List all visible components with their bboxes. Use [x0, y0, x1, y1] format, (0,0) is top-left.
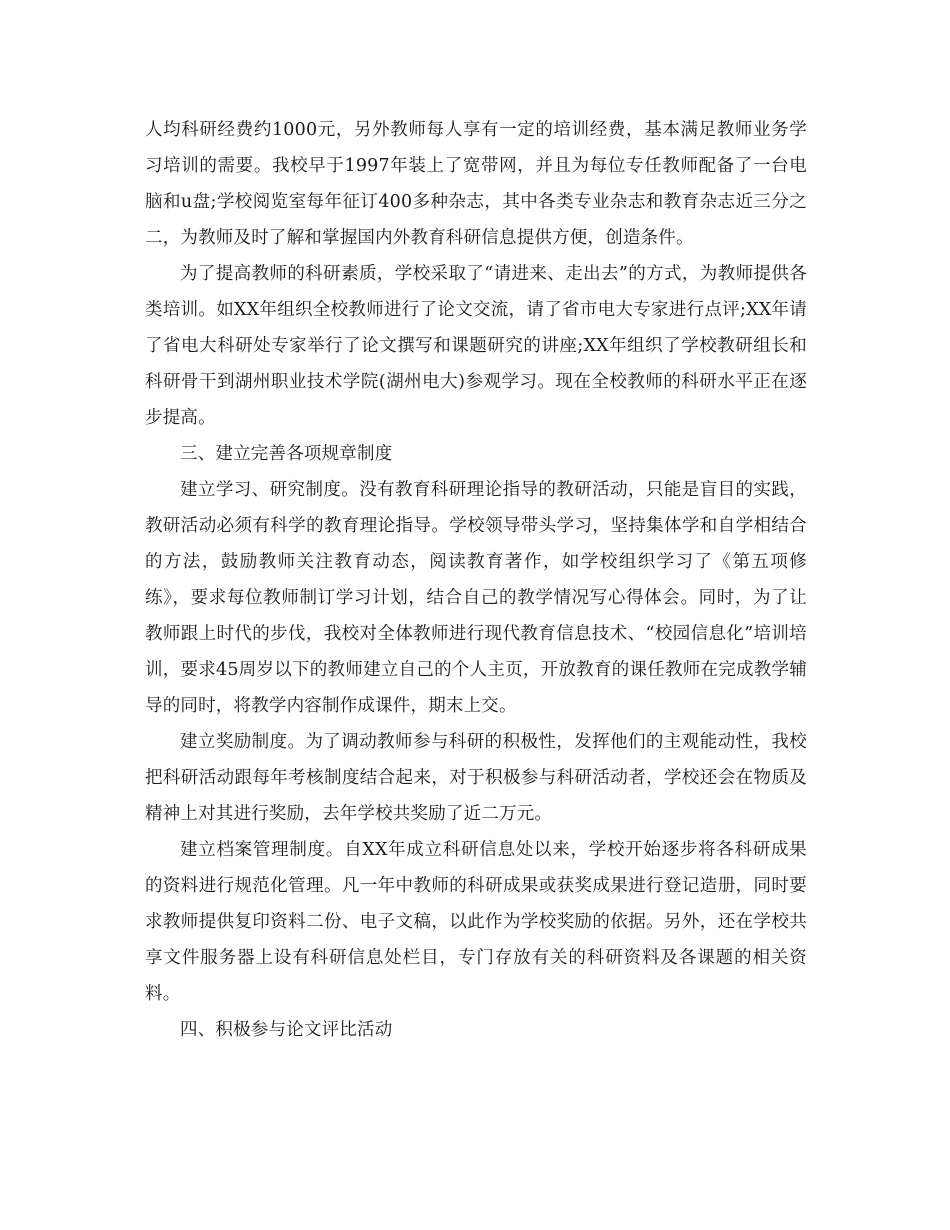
section-heading-paper-contest: 四、积极参与论文评比活动	[180, 1020, 393, 1040]
section-heading-regulations: 三、建立完善各项规章制度	[180, 444, 393, 464]
paragraph-study-system: 建立学习、研究制度。没有教育科研理论指导的教研活动，只能是盲目的实践，教研活动必须有科学的教育理论指导。学校领导带头学习，坚持集体学和自学相结合的方法，鼓励教师关注教育动态，阅读教育著作，如学校组织学习了《第五项修练》，要求每位教师制订学习计划，结合自己的教学情况写心得体会。同时，为了让教师跟上时代的步伐，我校对全体教师进行现代教育信息技术、“校园信息化”培训培训，要求45周岁以下的教师建立自己的个人主页，开放教育的课任教师在完成教学辅导的同时，将教学内容制作成课件，期末上交。	[145, 480, 807, 716]
paragraph-funding: 人均科研经费约1000元，另外教师每人享有一定的培训经费，基本满足教师业务学习培训的需要。我校早于1997年装上了宽带网，并且为每位专任教师配备了一台电脑和u盘;学校阅览室每年征订400多种杂志，其中各类专业杂志和教育杂志近三分之二，为教师及时了解和掌握国内外教育科研信息提供方便，创造条件。	[145, 120, 807, 248]
document-body	[145, 112, 807, 1048]
paragraph-training: 为了提高教师的科研素质，学校采取了“请进来、走出去”的方式，为教师提供各类培训。如XX年组织全校教师进行了论文交流，请了省市电大专家进行点评;XX年请了省电大科研处专家举行了论文撰写和课题研究的讲座;XX年组织了学校教研组长和科研骨干到湖州职业技术学院(湖州电大)参观学习。现在全校教师的科研水平正在逐步提高。	[145, 264, 807, 428]
paragraph-archive-system: 建立档案管理制度。自XX年成立科研信息处以来，学校开始逐步将各科研成果的资料进行规范化管理。凡一年中教师的科研成果或获奖成果进行登记造册，同时要求教师提供复印资料二份、电子文稿，以此作为学校奖励的依据。另外，还在学校共享文件服务器上设有科研信息处栏目，专门存放有关的科研资料及各课题的相关资料。	[145, 840, 807, 1004]
paragraph-reward-system: 建立奖励制度。为了调动教师参与科研的积极性，发挥他们的主观能动性，我校把科研活动跟每年考核制度结合起来，对于积极参与科研活动者，学校还会在物质及精神上对其进行奖励，去年学校共奖励了近二万元。	[145, 732, 807, 824]
